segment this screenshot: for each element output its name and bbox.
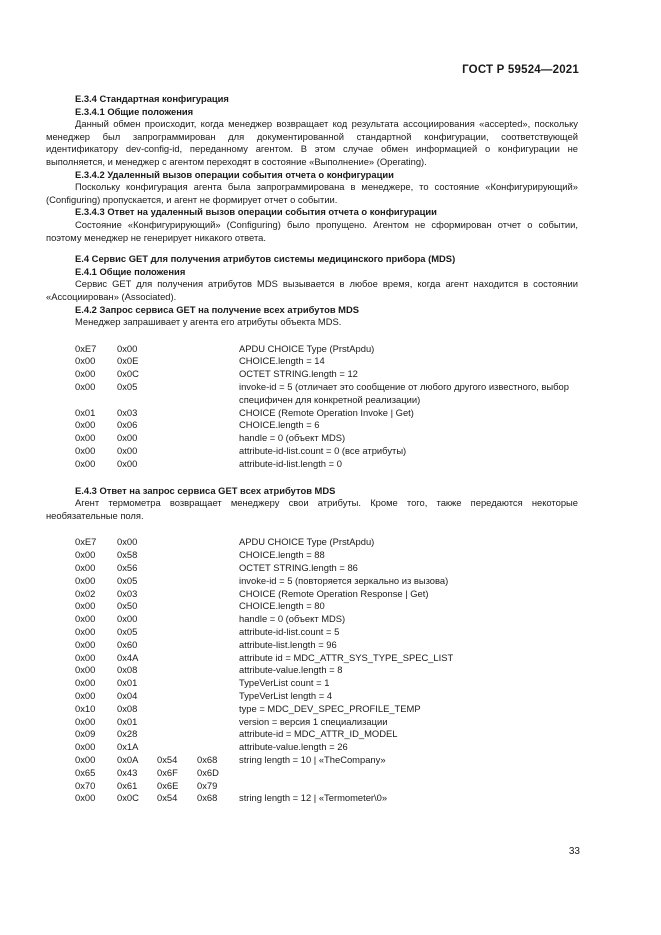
byte-4 <box>197 626 239 639</box>
byte-1: 0x00 <box>75 613 96 625</box>
byte-3 <box>157 562 197 575</box>
byte-2: 0x01 <box>117 677 138 689</box>
byte-2: 0x50 <box>117 600 138 612</box>
byte-4 <box>197 652 239 665</box>
byte-1: 0x70 <box>75 779 96 791</box>
byte-description: attribute-id-list.count = 0 (все атрибуты) <box>239 445 407 457</box>
byte-1: 0x00 <box>75 664 96 676</box>
byte-1: 0x00 <box>75 368 96 380</box>
byte-4: 0x68 <box>197 753 218 765</box>
byte-description: CHOICE.length = 80 <box>239 600 325 612</box>
byte-4 <box>197 445 239 458</box>
byte-3 <box>157 407 197 420</box>
byte-3 <box>157 690 197 703</box>
byte-3 <box>157 600 197 613</box>
byte-description: attribute-id-list.length = 0 <box>239 457 342 469</box>
byte-2: 0x05 <box>117 626 138 638</box>
byte-1: 0x00 <box>75 445 96 457</box>
byte-description: attribute-value.length = 26 <box>239 741 348 753</box>
byte-description: CHOICE (Remote Operation Response | Get) <box>239 587 429 599</box>
byte-description <box>239 767 578 780</box>
byte-4 <box>197 368 239 381</box>
byte-1: 0x00 <box>75 549 96 561</box>
byte-1: 0x00 <box>75 381 96 393</box>
paragraph-e343: Состояние «Конфигурирующий» (Configuring) было пропущено. Агентом не сформирован отчет о событии, поэтому менеджер не генерирует никакого ответа. <box>46 218 578 243</box>
byte-3 <box>157 677 197 690</box>
page-number: 33 <box>568 846 580 857</box>
byte-description: handle = 0 (объект MDS) <box>239 432 346 444</box>
byte-4 <box>197 728 239 741</box>
byte-1: 0xE7 <box>75 342 97 354</box>
byte-3: 0x54 <box>157 753 178 765</box>
byte-1: 0x00 <box>75 355 96 367</box>
byte-1: 0x10 <box>75 702 96 714</box>
byte-row <box>46 432 578 445</box>
byte-row <box>46 780 578 793</box>
byte-4 <box>197 355 239 368</box>
byte-row <box>46 343 578 356</box>
subsection-title-e42: E.4.2 Запрос сервиса GET на получение всех атрибутов MDS <box>75 303 360 315</box>
byte-3: 0x6E <box>157 779 179 791</box>
byte-4 <box>197 613 239 626</box>
byte-row <box>46 690 578 703</box>
byte-2: 0x61 <box>117 779 138 791</box>
byte-4 <box>197 381 239 407</box>
byte-3 <box>157 355 197 368</box>
byte-row <box>46 407 578 420</box>
byte-3: 0x6F <box>157 766 178 778</box>
byte-row <box>46 368 578 381</box>
byte-row <box>46 767 578 780</box>
byte-2: 0x0C <box>117 792 139 804</box>
byte-4 <box>197 639 239 652</box>
byte-4: 0x6D <box>197 766 219 778</box>
byte-description: CHOICE.length = 88 <box>239 549 325 561</box>
byte-3 <box>157 652 197 665</box>
byte-row <box>46 445 578 458</box>
byte-row <box>46 703 578 716</box>
byte-1: 0x00 <box>75 600 96 612</box>
byte-description: CHOICE.length = 14 <box>239 355 325 367</box>
byte-row <box>46 716 578 729</box>
byte-1: 0x00 <box>75 651 96 663</box>
byte-2: 0x1A <box>117 741 139 753</box>
byte-row <box>46 381 578 407</box>
byte-1: 0x00 <box>75 792 96 804</box>
byte-3 <box>157 716 197 729</box>
byte-1: 0x00 <box>75 741 96 753</box>
byte-description: string length = 10 | «TheCompany» <box>239 753 386 765</box>
byte-4 <box>197 343 239 356</box>
paragraph-e341: Данный обмен происходит, когда менеджер возвращает код результата ассоциирования «accepted», поскольку менеджер был запрограммирован для документированной стандартной конфигурации, соответствующей идентификатору dev-config-id, переданному агентом. В этом случае обмен информацией о конфигурации не выполняется, и менеджер с агентом переходят в состояние «Выполнение» (Operating). <box>46 118 578 167</box>
byte-4 <box>197 703 239 716</box>
byte-1: 0x65 <box>75 766 96 778</box>
byte-4 <box>197 575 239 588</box>
byte-2: 0x00 <box>117 613 138 625</box>
byte-1: 0x00 <box>75 626 96 638</box>
byte-3 <box>157 741 197 754</box>
byte-description <box>239 780 578 793</box>
page-content <box>46 93 578 805</box>
subsection-title-e41: E.4.1 Общие положения <box>75 265 186 277</box>
byte-row <box>46 664 578 677</box>
byte-3 <box>157 536 197 549</box>
byte-1: 0x00 <box>75 419 96 431</box>
byte-4: 0x79 <box>197 779 218 791</box>
byte-2: 0x00 <box>117 457 138 469</box>
byte-3 <box>157 575 197 588</box>
byte-row <box>46 728 578 741</box>
byte-3 <box>157 703 197 716</box>
subsection-title-e342: E.3.4.2 Удаленный вызов операции события отчета о конфигурации <box>75 168 394 180</box>
byte-1: 0x00 <box>75 457 96 469</box>
section-title-e4: E.4 Сервис GET для получения атрибутов системы медицинского прибора (MDS) <box>75 253 456 265</box>
byte-3 <box>157 458 197 471</box>
byte-2: 0x04 <box>117 690 138 701</box>
byte-2: 0x03 <box>117 406 138 418</box>
byte-1: 0x00 <box>75 715 96 727</box>
byte-1: 0x00 <box>75 753 96 765</box>
byte-3: 0x54 <box>157 792 178 804</box>
byte-2: 0x05 <box>117 381 138 393</box>
byte-4 <box>197 549 239 562</box>
byte-1: 0x02 <box>75 587 96 599</box>
byte-row <box>46 652 578 665</box>
byte-description: OCTET STRING.length = 86 <box>239 562 358 574</box>
byte-1: 0x00 <box>75 562 96 574</box>
byte-description: type = MDC_DEV_SPEC_PROFILE_TEMP <box>239 702 421 714</box>
byte-4 <box>197 716 239 729</box>
byte-2: 0x00 <box>117 536 138 548</box>
byte-description: version = версия 1 специализации <box>239 715 388 727</box>
byte-4 <box>197 419 239 432</box>
byte-2: 0x03 <box>117 587 138 599</box>
byte-2: 0x06 <box>117 419 138 431</box>
byte-2: 0x4A <box>117 651 139 663</box>
byte-2: 0x00 <box>117 342 138 354</box>
byte-2: 0x58 <box>117 549 138 561</box>
document-standard-number: ГОСТ Р 59524—2021 <box>462 64 579 76</box>
byte-3 <box>157 664 197 677</box>
byte-3 <box>157 445 197 458</box>
byte-2: 0x56 <box>117 562 138 574</box>
byte-1: 0x00 <box>75 574 96 586</box>
byte-2: 0x05 <box>117 574 138 586</box>
byte-2: 0x60 <box>117 638 138 650</box>
byte-row <box>46 741 578 754</box>
byte-description: APDU CHOICE Type (PrstApdu) <box>239 536 375 548</box>
byte-description: attribute-id = MDC_ATTR_ID_MODEL <box>239 728 398 740</box>
byte-row <box>46 458 578 471</box>
byte-3 <box>157 343 197 356</box>
byte-description: attribute id = MDC_ATTR_SYS_TYPE_SPEC_LIST <box>239 651 454 663</box>
paragraph-e41: Сервис GET для получения атрибутов MDS вызывается в любое время, когда агент находится в состоянии «Ассоциирован» (Associated). <box>46 278 578 302</box>
byte-1: 0x00 <box>75 432 96 444</box>
byte-4 <box>197 432 239 445</box>
byte-2: 0x00 <box>117 432 138 444</box>
byte-description: OCTET STRING.length = 12 <box>239 368 358 380</box>
byte-3 <box>157 381 197 407</box>
paragraph-e43: Агент термометра возвращает менеджеру свои атрибуты. Кроме того, также передаются некоторые необязательные поля. <box>46 497 578 521</box>
byte-2: 0x43 <box>117 766 138 778</box>
byte-description: CHOICE.length = 6 <box>239 419 320 431</box>
byte-description: handle = 0 (объект MDS) <box>239 613 346 625</box>
byte-1: 0x00 <box>75 690 96 701</box>
byte-4 <box>197 562 239 575</box>
byte-1: 0x00 <box>75 638 96 650</box>
subsection-title-e43: E.4.3 Ответ на запрос сервиса GET всех атрибутов MDS <box>75 484 336 496</box>
byte-row <box>46 562 578 575</box>
byte-1: 0x00 <box>75 677 96 689</box>
byte-row <box>46 613 578 626</box>
byte-2: 0x0C <box>117 368 139 380</box>
byte-row <box>46 549 578 562</box>
byte-row <box>46 792 578 805</box>
byte-row <box>46 536 578 549</box>
byte-3 <box>157 588 197 601</box>
byte-3 <box>157 549 197 562</box>
byte-row <box>46 588 578 601</box>
byte-row <box>46 626 578 639</box>
byte-description: attribute-value.length = 8 <box>239 664 343 676</box>
response-bytes-table <box>46 536 578 805</box>
byte-description: attribute-id-list.count = 5 <box>239 626 340 638</box>
byte-3 <box>157 639 197 652</box>
byte-1: 0x09 <box>75 728 96 740</box>
byte-row <box>46 600 578 613</box>
byte-row <box>46 355 578 368</box>
byte-3 <box>157 613 197 626</box>
paragraph-e342: Поскольку конфигурация агента была запрограммирована в менеджере, то состояние «Конфигурирующий» (Configuring) пропускается, и агент не формирует отчет о событии. <box>46 181 578 205</box>
byte-4: 0x68 <box>197 792 218 804</box>
byte-4 <box>197 536 239 549</box>
byte-2: 0x08 <box>117 702 138 714</box>
byte-2: 0x08 <box>117 664 138 676</box>
byte-description: string length = 12 | «Termometer\0» <box>239 792 388 804</box>
byte-4 <box>197 600 239 613</box>
byte-4 <box>197 664 239 677</box>
byte-row <box>46 677 578 690</box>
byte-description: attribute-list.length = 96 <box>239 638 337 650</box>
subsection-title-e341: E.3.4.1 Общие положения <box>75 105 194 117</box>
byte-4 <box>197 690 239 703</box>
byte-description: invoke-id = 5 (повторяется зеркально из вызова) <box>239 574 449 586</box>
byte-description: CHOICE (Remote Operation Invoke | Get) <box>239 406 414 418</box>
byte-description: TypeVerList length = 4 <box>239 690 333 701</box>
byte-1: 0x01 <box>75 406 96 418</box>
byte-2: 0x0E <box>117 355 139 367</box>
byte-2: 0x01 <box>117 715 138 727</box>
request-bytes-table <box>46 343 578 471</box>
byte-description: TypeVerList count = 1 <box>239 677 330 689</box>
byte-3 <box>157 626 197 639</box>
byte-4 <box>197 458 239 471</box>
byte-4 <box>197 588 239 601</box>
byte-4 <box>197 741 239 754</box>
section-title-e34: E.3.4 Стандартная конфигурация <box>75 93 229 104</box>
byte-2: 0x0A <box>117 753 139 765</box>
byte-3 <box>157 368 197 381</box>
byte-2: 0x28 <box>117 728 138 740</box>
subsection-title-e343: E.3.4.3 Ответ на удаленный вызов операции события отчета о конфигурации <box>75 206 437 218</box>
byte-row <box>46 575 578 588</box>
byte-2: 0x00 <box>117 445 138 457</box>
byte-3 <box>157 419 197 432</box>
byte-1: 0xE7 <box>75 536 97 548</box>
byte-row <box>46 754 578 767</box>
byte-3 <box>157 728 197 741</box>
byte-description: invoke-id = 5 (отличает это сообщение от любого другого известного, выбор специфичен для конкретной реализации) <box>239 381 569 405</box>
byte-4 <box>197 677 239 690</box>
byte-description: APDU CHOICE Type (PrstApdu) <box>239 342 375 354</box>
byte-3 <box>157 432 197 445</box>
byte-row <box>46 419 578 432</box>
paragraph-e42: Менеджер запрашивает у агента его атрибуты объекта MDS. <box>75 316 342 328</box>
byte-4 <box>197 407 239 420</box>
byte-row <box>46 639 578 652</box>
